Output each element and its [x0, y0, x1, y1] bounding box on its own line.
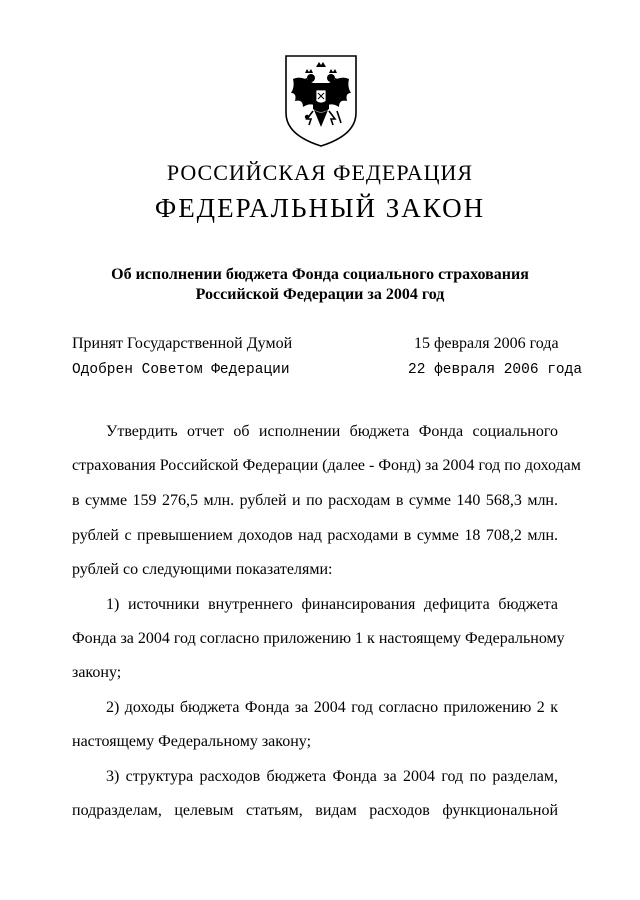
body-text-line: подразделам, целевым статьям, видам расходов функциональной — [72, 802, 558, 819]
duma-adoption-label: Принят Государственной Думой — [72, 335, 293, 352]
body-text-line: 1) источники внутреннего финансирования дефицита бюджета — [106, 596, 558, 613]
body-text-line: страхования Российской Федерации (далее - Фонд) за 2004 год по доходам — [72, 457, 581, 474]
country-heading: РОССИЙСКАЯ ФЕДЕРАЦИЯ — [166, 160, 474, 185]
body-text-line: Фонда за 2004 год согласно приложению 1 к настоящему Федеральному — [72, 630, 565, 647]
law-title-line: Российской Федерации за 2004 год — [195, 286, 445, 303]
council-approval-label: Одобрен Советом Федерации — [72, 362, 290, 378]
body-text-line: 2) доходы бюджета Фонда за 2004 год согласно приложению 2 к — [106, 699, 558, 716]
body-text-line: рублей со следующими показателями: — [72, 561, 333, 578]
law-type-heading: ФЕДЕРАЛЬНЫЙ ЗАКОН — [154, 193, 486, 223]
body-text-line: 3) структура расходов бюджета Фонда за 2004 год по разделам, — [106, 768, 558, 785]
body-text-line: Утвердить отчет об исполнении бюджета Фонда социального — [106, 423, 558, 440]
body-text-line: закону; — [72, 664, 122, 681]
duma-adoption-date: 15 февраля 2006 года — [414, 335, 559, 352]
body-text-line: настоящему Федеральному закону; — [72, 733, 312, 750]
law-title-line: Об исполнении бюджета Фонда социального страхования — [111, 266, 529, 283]
body-text-line: рублей с превышением доходов над расходами в сумме 18 708,2 млн. — [72, 527, 558, 544]
body-text-line: в сумме 159 276,5 млн. рублей и по расходам в сумме 140 568,3 млн. — [72, 492, 558, 509]
law-title — [0, 265, 640, 305]
coat-of-arms-icon — [283, 53, 359, 149]
council-approval-date: 22 февраля 2006 года — [408, 362, 583, 378]
